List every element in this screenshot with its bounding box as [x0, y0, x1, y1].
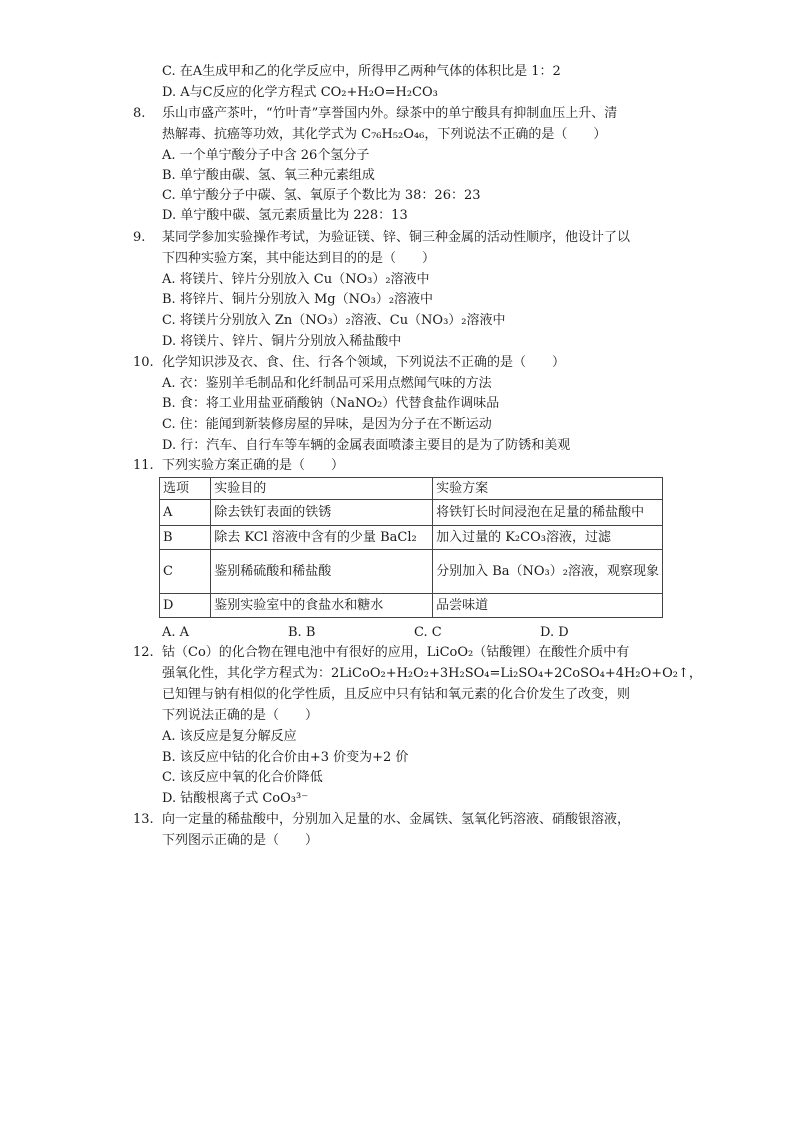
q9-number: 9. [133, 230, 146, 245]
q12-option-b: B. 该反应中钴的化合价由+3 价变为+2 价 [162, 750, 409, 765]
q11-stem: 下列实验方案正确的是（ ） [162, 458, 345, 473]
q10-option-c: C. 住：能闻到新装修房屋的异味，是因为分子在不断运动 [162, 417, 492, 432]
table-header-cell: 实验目的 [211, 478, 433, 500]
q12-number: 12. [133, 645, 154, 660]
q13-stem-line2: 下列图示正确的是（ ） [162, 833, 319, 848]
q9-option-d: D. 将镁片、锌片、铜片分别放入稀盐酸中 [162, 334, 402, 349]
q12-stem-line4: 下列说法正确的是（ ） [162, 708, 319, 723]
q13-stem-line1: 向一定量的稀盐酸中，分别加入足量的水、金属铁、氢氧化钙溶液、硝酸银溶液， [162, 812, 631, 827]
q12-option-d: D. 钴酸根离子式 CoO₃³⁻ [162, 791, 309, 806]
q8-option-d: D. 单宁酸中碳、氢元素质量比为 228：13 [162, 208, 408, 223]
table-cell: 品尝味道 [433, 594, 663, 618]
table-header-cell: 选项 [160, 478, 211, 500]
q8-option-c: C. 单宁酸分子中碳、氢、氧原子个数比为 38：26：23 [162, 188, 481, 203]
q12-stem-line3: 已知锂与钠有相似的化学性质，且反应中只有钴和氧元素的化合价发生了改变，则 [162, 687, 631, 702]
q11-table [159, 477, 663, 618]
q10-stem: 化学知识涉及衣、食、住、行各个领域，下列说法不正确的是（ ） [162, 355, 566, 370]
q12-option-c: C. 该反应中氧的化合价降低 [162, 770, 323, 785]
q8-stem-line2: 热解毒、抗癌等功效，其化学式为 C₇₆H₅₂O₄₆，下列说法不正确的是（ ） [162, 127, 607, 142]
table-cell: 加入过量的 K₂CO₃溶液，过滤 [433, 526, 663, 550]
table-cell: 将铁钉长时间浸泡在足量的稀盐酸中 [433, 500, 663, 526]
table-cell: 分别加入 Ba（NO₃）₂溶液，观察现象 [433, 550, 663, 594]
q12-stem-line2: 强氧化性，其化学方程式为：2LiCoO₂+H₂O₂+3H₂SO₄=Li₂SO₄+2CoSO₄+4H₂O+O₂↑， [162, 666, 702, 681]
table-row [160, 500, 663, 526]
table-cell: D [160, 594, 211, 618]
table-cell: 除去 KCl 溶液中含有的少量 BaCl₂ [211, 526, 433, 550]
q9-option-c: C. 将镁片分别放入 Zn（NO₃）₂溶液、Cu（NO₃）₂溶液中 [162, 313, 506, 328]
q11-choice-c: C. C [414, 625, 442, 640]
q7-option-c: C. 在A生成甲和乙的化学反应中，所得甲乙两种气体的体积比是 1：2 [162, 64, 561, 79]
table-row [160, 594, 663, 618]
table-cell: A [160, 500, 211, 526]
table-cell: 鉴别实验室中的食盐水和糖水 [211, 594, 433, 618]
q10-option-a: A. 衣：鉴别羊毛制品和化纤制品可采用点燃闻气味的方法 [162, 376, 492, 391]
q12-option-a: A. 该反应是复分解反应 [162, 729, 297, 744]
q11-choice-a: A. A [162, 625, 190, 640]
q9-stem-line1: 某同学参加实验操作考试，为验证镁、锌、铜三种金属的活动性顺序，他设计了以 [162, 230, 631, 245]
table-header-row [160, 478, 663, 500]
q9-option-b: B. 将锌片、铜片分别放入 Mg（NO₃）₂溶液中 [162, 292, 434, 307]
q9-option-a: A. 将镁片、锌片分别放入 Cu（NO₃）₂溶液中 [162, 272, 430, 287]
table-cell: C [160, 550, 211, 594]
table-header-cell: 实验方案 [433, 478, 663, 500]
table-cell: 除去铁钉表面的铁锈 [211, 500, 433, 526]
table-cell: B [160, 526, 211, 550]
q11-choice-d: D. D [540, 625, 569, 640]
table-cell: 鉴别稀硫酸和稀盐酸 [211, 550, 433, 594]
q9-stem-line2: 下四种实验方案，其中能达到目的的是（ ） [162, 251, 436, 266]
q8-stem-line1: 乐山市盛产茶叶，“竹叶青”享誉国内外。绿茶中的单宁酸具有抑制血压上升、清 [162, 106, 618, 121]
q7-option-d: D. A与C反应的化学方程式 CO₂+H₂O=H₂CO₃ [162, 85, 438, 100]
q8-option-a: A. 一个单宁酸分子中含 26个氢分子 [162, 148, 370, 163]
q13-number: 13. [133, 812, 154, 827]
q11-choice-b: B. B [288, 625, 316, 640]
q12-stem-line1: 钴（Co）的化合物在锂电池中有很好的应用，LiCoO₂（钴酸锂）在酸性介质中有 [162, 645, 630, 660]
q11-choices [162, 623, 666, 643]
table-row [160, 526, 663, 550]
q10-number: 10. [133, 355, 154, 370]
q10-option-b: B. 食：将工业用盐亚硝酸钠（NaNO₂）代替食盐作调味品 [162, 396, 500, 411]
table-row [160, 550, 663, 594]
q8-number: 8. [133, 106, 146, 121]
q10-option-d: D. 行：汽车、自行车等车辆的金属表面喷漆主要目的是为了防锈和美观 [162, 438, 571, 453]
q8-option-b: B. 单宁酸由碳、氢、氧三种元素组成 [162, 168, 375, 183]
q11-number: 11. [133, 458, 154, 473]
